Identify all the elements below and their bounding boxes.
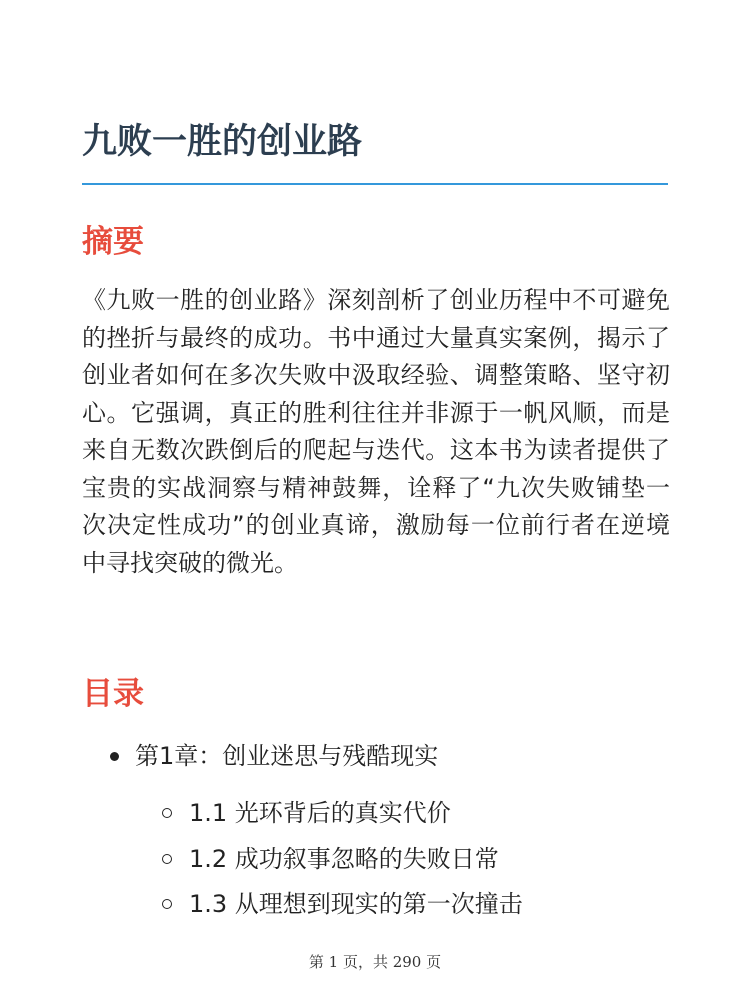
toc-section-label: 1.3 从理想到现实的第一次撞击 (189, 890, 523, 918)
summary-paragraph: 《九败一胜的创业路》深刻剖析了创业历程中不可避免的挫折与最终的成功。书中通过大量真实案例，揭示了创业者如何在多次失败中汲取经验、调整策略、坚守初心。它强调，真正的胜利往往并非源于一帆风顺，而是来自无数次跌倒后的爬起与迭代。这本书为读者提供了宝贵的实战洞察与精神鼓舞，诠释了“九次失败铺垫一次决定性成功”的创业真谛，激励每一位前行者在逆境中寻找突破的微光。 (82, 286, 670, 577)
page-number-footer: 第 1 页，共 290 页 (308, 953, 442, 971)
title-divider (82, 183, 668, 185)
circle-bullet-icon (162, 854, 172, 864)
document-title: 九败一胜的创业路 (82, 122, 363, 162)
bullet-icon (110, 752, 119, 761)
toc-section-label: 1.2 成功叙事忽略的失败日常 (189, 845, 499, 873)
toc-section-label: 1.1 光环背后的真实代价 (189, 799, 451, 827)
circle-bullet-icon (162, 808, 172, 818)
toc-chapter-label: 第1章：创业迷思与残酷现实 (135, 742, 439, 770)
circle-bullet-icon (162, 899, 172, 909)
toc-heading: 目录 (82, 676, 144, 712)
summary-heading: 摘要 (82, 224, 144, 260)
